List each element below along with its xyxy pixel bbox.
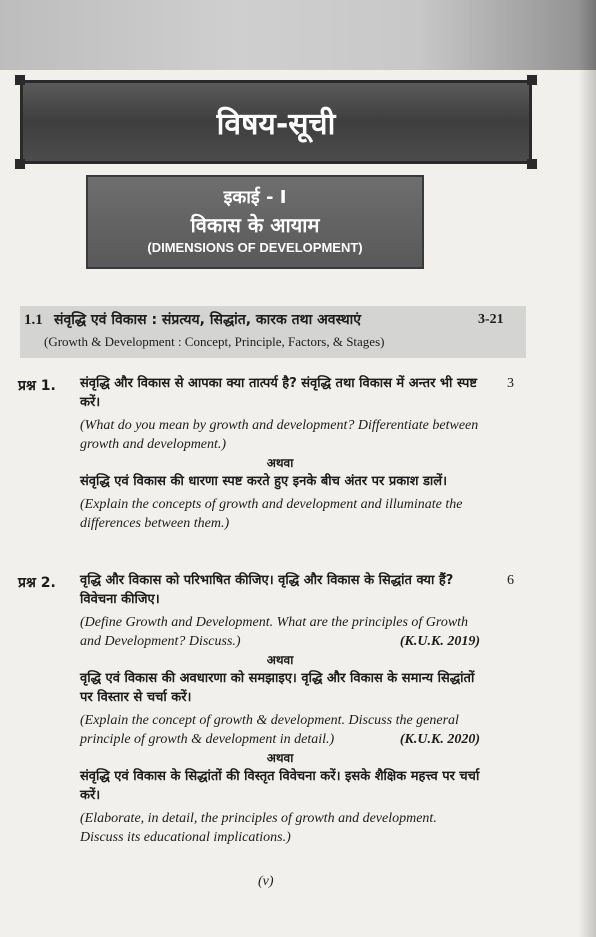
exam-source: (K.U.K. 2020): [399, 732, 480, 747]
question-2-alt2-hindi: संवृद्धि एवं विकास के सिद्धांतों की विस्तृत विवेचना करें। इसके शैक्षिक महत्त्व पर चर्चा करें।: [80, 769, 480, 803]
page-binding-shadow: [578, 0, 596, 937]
exam-source: (K.U.K. 2019): [399, 634, 480, 649]
question-2-label: प्रश्न 2.: [18, 575, 56, 591]
question-2-entry: [80, 571, 480, 847]
unit-subtitle: (DIMENSIONS OF DEVELOPMENT): [147, 240, 363, 255]
or-separator: अथवा: [266, 751, 294, 765]
question-2-alt-english: [80, 711, 480, 749]
banner-corner-ornament: [15, 159, 25, 169]
question-2-english: [80, 613, 480, 651]
question-1-hindi: संवृद्धि और विकास से आपका क्या तात्पर्य है? संवृद्धि तथा विकास में अन्तर भी स्पष्ट करें।: [80, 376, 477, 410]
page-title: विषय-सूची: [216, 106, 336, 142]
unit-title: विकास के आयाम: [190, 213, 320, 237]
title-banner: [20, 80, 532, 164]
question-2-hindi: वृद्धि और विकास को परिभाषित कीजिए। वृद्धि और विकास के सिद्धांत क्या हैं? विवेचना कीजिए।: [80, 573, 454, 607]
question-2-page: 6: [507, 573, 514, 588]
section-page-range: 3-21: [478, 312, 504, 327]
page-number: (v): [258, 874, 274, 889]
banner-corner-ornament: [527, 75, 537, 85]
or-separator: अथवा: [266, 653, 294, 667]
question-2-alt-english-text: (Explain the concept of growth & development. Discuss the general principle of growth & development in detail.): [80, 713, 459, 747]
question-1-english: (What do you mean by growth and development? Differentiate between growth and development.): [80, 418, 479, 452]
section-title-hindi: संवृद्धि एवं विकास : संप्रत्यय, सिद्धांत, कारक तथा अवस्थाएं: [54, 312, 362, 328]
unit-header: [86, 175, 424, 269]
page-top-shadow: [0, 0, 596, 70]
question-1-alt-english: (Explain the concepts of growth and development and illuminate the differences between them.): [80, 497, 463, 531]
question-1-page: 3: [507, 376, 514, 391]
section-title-english: (Growth & Development : Concept, Principle, Factors, & Stages): [44, 334, 385, 349]
question-1-alt-hindi: संवृद्धि एवं विकास की धारणा स्पष्ट करते हुए इनके बीच अंतर पर प्रकाश डालें।: [80, 474, 448, 489]
question-1-entry: [80, 374, 480, 533]
question-2-alt2-english: (Elaborate, in detail, the principles of growth and development. Discuss its educational implications.): [80, 811, 437, 845]
or-separator: अथवा: [266, 456, 294, 470]
question-2-english-text: (Define Growth and Development. What are the principles of Growth and Development? Discuss.): [80, 615, 469, 649]
unit-label: इकाई - I: [223, 187, 287, 208]
question-1-label: प्रश्न 1.: [18, 378, 56, 394]
banner-corner-ornament: [527, 159, 537, 169]
section-number: 1.1: [24, 312, 43, 328]
question-2-alt-hindi: वृद्धि एवं विकास की अवधारणा को समझाइए। वृद्धि और विकास के समान्य सिद्धांतों पर विस्तार से चर्चा करें।: [80, 671, 475, 705]
banner-corner-ornament: [15, 75, 25, 85]
